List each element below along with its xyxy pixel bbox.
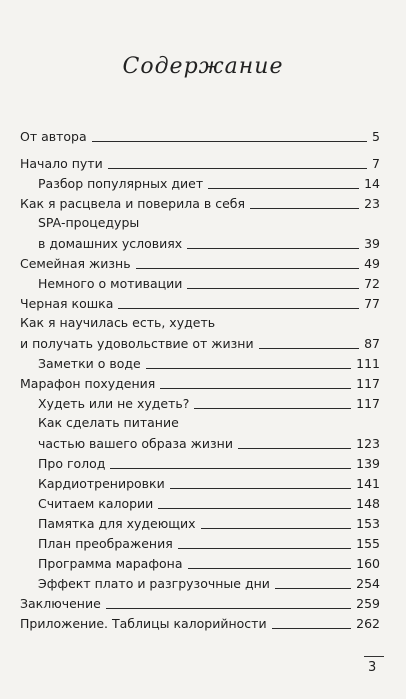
toc-entry-page: 5: [372, 129, 380, 144]
toc-entry-page: 155: [356, 536, 380, 551]
toc-entry: [20, 335, 380, 351]
toc-entry: [38, 515, 380, 531]
leader-line: [170, 488, 351, 489]
toc-entry-label: Программа марафона: [38, 556, 183, 571]
toc-entry-page: 262: [356, 616, 380, 631]
toc-entry-label: в домашних условиях: [38, 236, 183, 251]
toc-entry-page: 139: [356, 456, 380, 471]
toc-entry: [38, 455, 380, 471]
toc-entry: [38, 435, 380, 451]
leader-line: [118, 308, 359, 309]
toc-entry-page: 14: [364, 176, 380, 191]
toc-entry-label: Считаем калории: [38, 496, 154, 511]
toc-entry-label: План преображения: [38, 536, 173, 551]
leader-line: [208, 188, 359, 189]
toc-entry-label-line: SPA-процедуры: [38, 215, 140, 230]
leader-line: [194, 408, 351, 409]
toc-entry-label: Немного о мотивации: [38, 276, 183, 291]
toc-entry-page: 49: [364, 256, 380, 271]
toc-entry: [38, 495, 380, 511]
toc-entry: [38, 275, 380, 291]
toc-entry-page: 72: [364, 276, 380, 291]
toc-entry-label: Памятка для худеющих: [38, 516, 196, 531]
toc-entry-page: 117: [356, 376, 380, 391]
toc-entry: [20, 595, 380, 611]
toc-entry-page: 141: [356, 476, 380, 491]
toc-entry: [20, 128, 380, 144]
toc-entry-label: Марафон похудения: [20, 376, 156, 391]
toc-entry-label: Начало пути: [20, 156, 103, 171]
leader-line: [188, 568, 352, 569]
toc-entry: [20, 375, 380, 391]
leader-line: [146, 368, 351, 369]
toc-entry-label: частью вашего образа жизни: [38, 436, 233, 451]
toc-entry-page: 254: [356, 576, 380, 591]
toc-entry: [20, 195, 380, 211]
toc-entry-page: 148: [356, 496, 380, 511]
toc-entry-label: и получать удовольствие от жизни: [20, 336, 254, 351]
toc-entry-page: 160: [356, 556, 380, 571]
leader-line: [201, 528, 352, 529]
leader-line: [106, 608, 351, 609]
toc-entry-label: Заключение: [20, 596, 101, 611]
toc-entry-label: Черная кошка: [20, 296, 114, 311]
toc-entry-page: 7: [372, 156, 380, 171]
leader-line: [259, 348, 360, 349]
leader-line: [158, 508, 351, 509]
leader-line: [187, 248, 359, 249]
toc-entry-page: 259: [356, 596, 380, 611]
toc-entry-label: Кардиотренировки: [38, 476, 165, 491]
toc-entry-page: 23: [364, 196, 380, 211]
toc-entry: [20, 615, 380, 631]
toc-entry: [38, 235, 380, 251]
toc-entry: [38, 535, 380, 551]
page-number: 3: [368, 660, 377, 675]
toc-entry: [20, 295, 380, 311]
toc-entry: [38, 175, 380, 191]
toc-entry-label: Заметки о воде: [38, 356, 141, 371]
toc-entry-page: 117: [356, 396, 380, 411]
leader-line: [272, 628, 352, 629]
toc-entry-page: 111: [356, 356, 380, 371]
toc-entry: [38, 575, 380, 591]
leader-line: [250, 208, 359, 209]
toc-entry-page: 87: [364, 336, 380, 351]
toc-entry: [38, 555, 380, 571]
leader-line: [178, 548, 351, 549]
toc-entry: [20, 255, 380, 271]
toc-entry-page: 77: [364, 296, 380, 311]
toc-entry-label: Семейная жизнь: [20, 256, 131, 271]
toc-entry-label: Эффект плато и разгрузочные дни: [38, 576, 270, 591]
toc-entry-label: Разбор популярных диет: [38, 176, 204, 191]
toc-entry-page: 153: [356, 516, 380, 531]
toc-entry-label: Худеть или не худеть?: [38, 396, 190, 411]
leader-line: [160, 388, 351, 389]
toc-entry: [38, 395, 380, 411]
toc-entry-label-line: Как сделать питание: [38, 415, 179, 430]
leader-line: [108, 168, 367, 169]
toc-entry-label: От автора: [20, 129, 87, 144]
toc-entry-label: Про голод: [38, 456, 106, 471]
toc-entry-label: Приложение. Таблицы калорийности: [20, 616, 267, 631]
leader-line: [275, 588, 351, 589]
leader-line: [110, 468, 351, 469]
page-number-rule: [364, 656, 384, 657]
toc-entry-page: 39: [364, 236, 380, 251]
toc-entry-label-line: Как я научилась есть, худеть: [20, 315, 216, 330]
leader-line: [136, 268, 360, 269]
leader-line: [187, 288, 359, 289]
toc-entry: [20, 155, 380, 171]
page-title: Содержание: [122, 54, 284, 79]
toc-entry-page: 123: [356, 436, 380, 451]
leader-line: [92, 141, 367, 142]
toc-entry: [38, 355, 380, 371]
toc-entry-label: Как я расцвела и поверила в себя: [20, 196, 245, 211]
leader-line: [238, 448, 351, 449]
toc-entry: [38, 475, 380, 491]
